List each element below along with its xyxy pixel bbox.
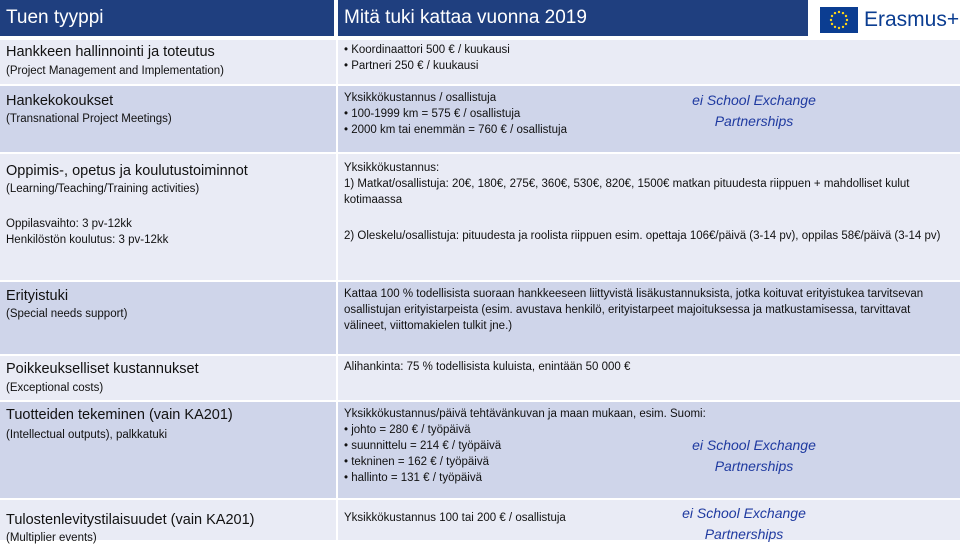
row-details: Yksikkökustannus: 1) Matkat/osallistuja: 20€, 180€, 275€, 360€, 530€, 820€, 1500€ matkan pituudesta riippuen + mahdolliset kulut kotimaassa — [344, 162, 910, 206]
row-subtitle: (Special needs support) — [6, 308, 128, 320]
column-header-coverage: Mitä tuki kattaa vuonna 2019 — [338, 0, 808, 36]
table-row — [0, 498, 960, 544]
exclusion-note: ei School Exchange Partnerships — [682, 505, 806, 542]
row-details: Yksikkökustannus 100 tai 200 € / osallistuja — [344, 512, 566, 524]
table-row — [0, 400, 960, 498]
exclusion-note: ei School Exchange Partnerships — [692, 92, 816, 129]
row-title: Erityistuki — [6, 288, 69, 304]
row-title: Oppimis-, opetus ja koulutustoiminnot — [6, 163, 248, 179]
table-row — [0, 38, 960, 84]
row-details: Kattaa 100 % todellisista suoraan hankkeeseen liittyvistä lisäkustannuksista, jotka koituvat erityistukea tarvitsevan osallistujan erityistarpeista (esim. avustava henkilö, erityistarpeet majoituksessa ja matkustamisessa, tarvittavat välineet, viittomakielen tulkit jne.) — [344, 288, 924, 332]
row-details: Alihankinta: 75 % todellisista kuluista, enintään 50 000 € — [344, 361, 631, 373]
row-subtitle: (Project Management and Implementation) — [6, 65, 224, 77]
row-subtitle: (Transnational Project Meetings) — [6, 113, 172, 125]
row-subtitle: (Learning/Teaching/Training activities) — [6, 183, 200, 195]
row-title: Tulostenlevitystilaisuudet (vain KA201) — [6, 512, 255, 528]
row-title: Tuotteiden tekeminen (vain KA201) — [6, 407, 233, 423]
row-details: Yksikkökustannus/päivä tehtävänkuvan ja maan mukaan, esim. Suomi: • johto = 280 € / työpäivä • suunnittelu = 214 € / työpäivä • tekninen = 162 € / työpäivä • hallinto = 131 € / työpäivä — [344, 408, 706, 484]
table-row — [0, 280, 960, 354]
logo-text: Erasmus+ — [864, 8, 960, 31]
row-extra: Oppilasvaihto: 3 pv-12kk Henkilöstön koulutus: 3 pv-12kk — [6, 218, 169, 246]
exclusion-note: ei School Exchange Partnerships — [692, 437, 816, 474]
row-title: Hankekokoukset — [6, 93, 114, 109]
row-details: • Koordinaattori 500 € / kuukausi • Partneri 250 € / kuukausi — [344, 44, 510, 72]
row-title: Poikkeukselliset kustannukset — [6, 361, 199, 377]
erasmus-logo — [814, 2, 960, 38]
table-row — [0, 354, 960, 400]
row-subtitle: (Exceptional costs) — [6, 382, 104, 394]
row-title: Hankkeen hallinnointi ja toteutus — [6, 44, 215, 60]
table-row — [0, 152, 960, 280]
table-row — [0, 84, 960, 152]
row-subtitle: (Intellectual outputs), palkkatuki — [6, 429, 168, 441]
row-details-stay: 2) Oleskelu/osallistuja: pituudesta ja roolista riippuen esim. opettaja 106€/päivä (3-14 pv), oppilas 58€/päivä (3-14 pv) — [344, 230, 941, 242]
eu-flag-icon — [820, 7, 858, 33]
row-subtitle: (Multiplier events) — [6, 532, 97, 544]
column-header-support-type: Tuen tyyppi — [0, 0, 334, 36]
row-details: Yksikkökustannus / osallistuja • 100-1999 km = 575 € / osallistuja • 2000 km tai enemmän = 760 € / osallistuja — [344, 92, 567, 136]
